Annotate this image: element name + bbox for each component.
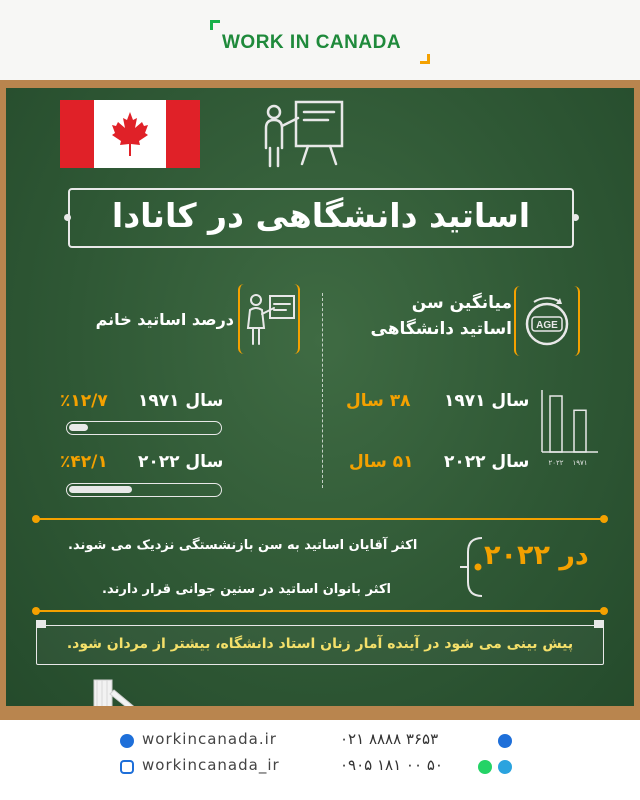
mobile-number[interactable]: ۰۹۰۵ ۱۸۱ ۰۰ ۵۰	[340, 756, 443, 774]
age-row-1971-value: ۳۸ سال	[346, 391, 411, 411]
phone-icon	[498, 734, 512, 748]
mini-chart-bar-1971	[574, 410, 586, 452]
age-icon-label: AGE	[536, 320, 558, 331]
page-title: اساتید دانشگاهی در کانادا	[111, 196, 531, 235]
age-mini-chart	[538, 386, 600, 468]
phone-number[interactable]: ۰۲۱ ۸۸۸۸ ۳۶۵۳	[340, 730, 439, 748]
whatsapp-icon	[478, 760, 492, 774]
separator-bottom	[36, 610, 604, 612]
brand-logo	[210, 20, 430, 64]
forecast-text: پیش بینی می شود در آینده آمار زنان استاد دانشگاه، بیشتر از مردان شود.	[66, 636, 574, 652]
women-1971-progress-fill	[69, 424, 88, 431]
age-heading	[336, 290, 512, 342]
women-row-1971-label: سال ۱۹۷۱	[138, 391, 224, 411]
separator-top	[36, 518, 604, 520]
title-box	[68, 188, 574, 248]
bracket-corner-bottom-right	[420, 54, 430, 64]
women-2022-progress-fill	[69, 486, 132, 493]
age-heading-line2: اساتید دانشگاهی	[370, 319, 512, 339]
forecast-banner	[36, 625, 604, 665]
canada-flag-icon	[60, 100, 200, 168]
website-link[interactable]: workincanada.ir	[142, 730, 277, 748]
chalkboard-ledge	[0, 706, 640, 720]
women-row-2022-label: سال ۲۰۲۲	[138, 452, 224, 472]
instagram-icon	[120, 760, 134, 774]
age-heading-line1: میانگین سن	[411, 293, 512, 313]
brand-name: WORK IN CANADA	[222, 32, 402, 53]
woman-teacher-icon	[238, 284, 300, 354]
note-women: اکثر بانوان اساتید در سنین جوانی قرار دارند.	[102, 582, 391, 597]
column-divider	[322, 293, 323, 488]
women-1971-progress-bar	[66, 421, 222, 435]
header	[0, 0, 640, 80]
instagram-handle[interactable]: workincanada_ir	[142, 756, 280, 774]
women-row-2022-value: ٪۴۲/۱	[60, 452, 108, 472]
chalkboard	[6, 88, 634, 720]
in-2022-label: در ۲۰۲۲	[484, 540, 589, 571]
telegram-icon	[498, 760, 512, 774]
age-row-2022-label: سال ۲۰۲۲	[444, 452, 530, 472]
title-dot-left	[64, 214, 71, 221]
teacher-board-icon	[258, 98, 358, 170]
footer	[0, 720, 640, 800]
age-icon	[514, 286, 580, 356]
globe-icon	[120, 734, 134, 748]
women-row-1971-value: ٪۱۲/۷	[60, 391, 108, 411]
mini-chart-bar-2022	[550, 396, 562, 452]
mini-chart-x-label-1971: ۱۹۷۱	[572, 459, 588, 467]
women-heading: درصد اساتید خانم	[95, 310, 234, 329]
age-row-2022-value: ۵۱ سال	[349, 452, 414, 472]
age-row-1971-label: سال ۱۹۷۱	[444, 391, 530, 411]
title-dot-right	[572, 214, 579, 221]
note-men: اکثر آقایان اساتید به سن بازنشستگی نزدیک می شوند.	[68, 538, 418, 553]
mini-chart-x-label-2022: ۲۰۲۲	[548, 459, 564, 467]
bracket-arrows-icon	[454, 534, 486, 600]
bracket-corner-top-left	[210, 20, 220, 30]
women-2022-progress-bar	[66, 483, 222, 497]
